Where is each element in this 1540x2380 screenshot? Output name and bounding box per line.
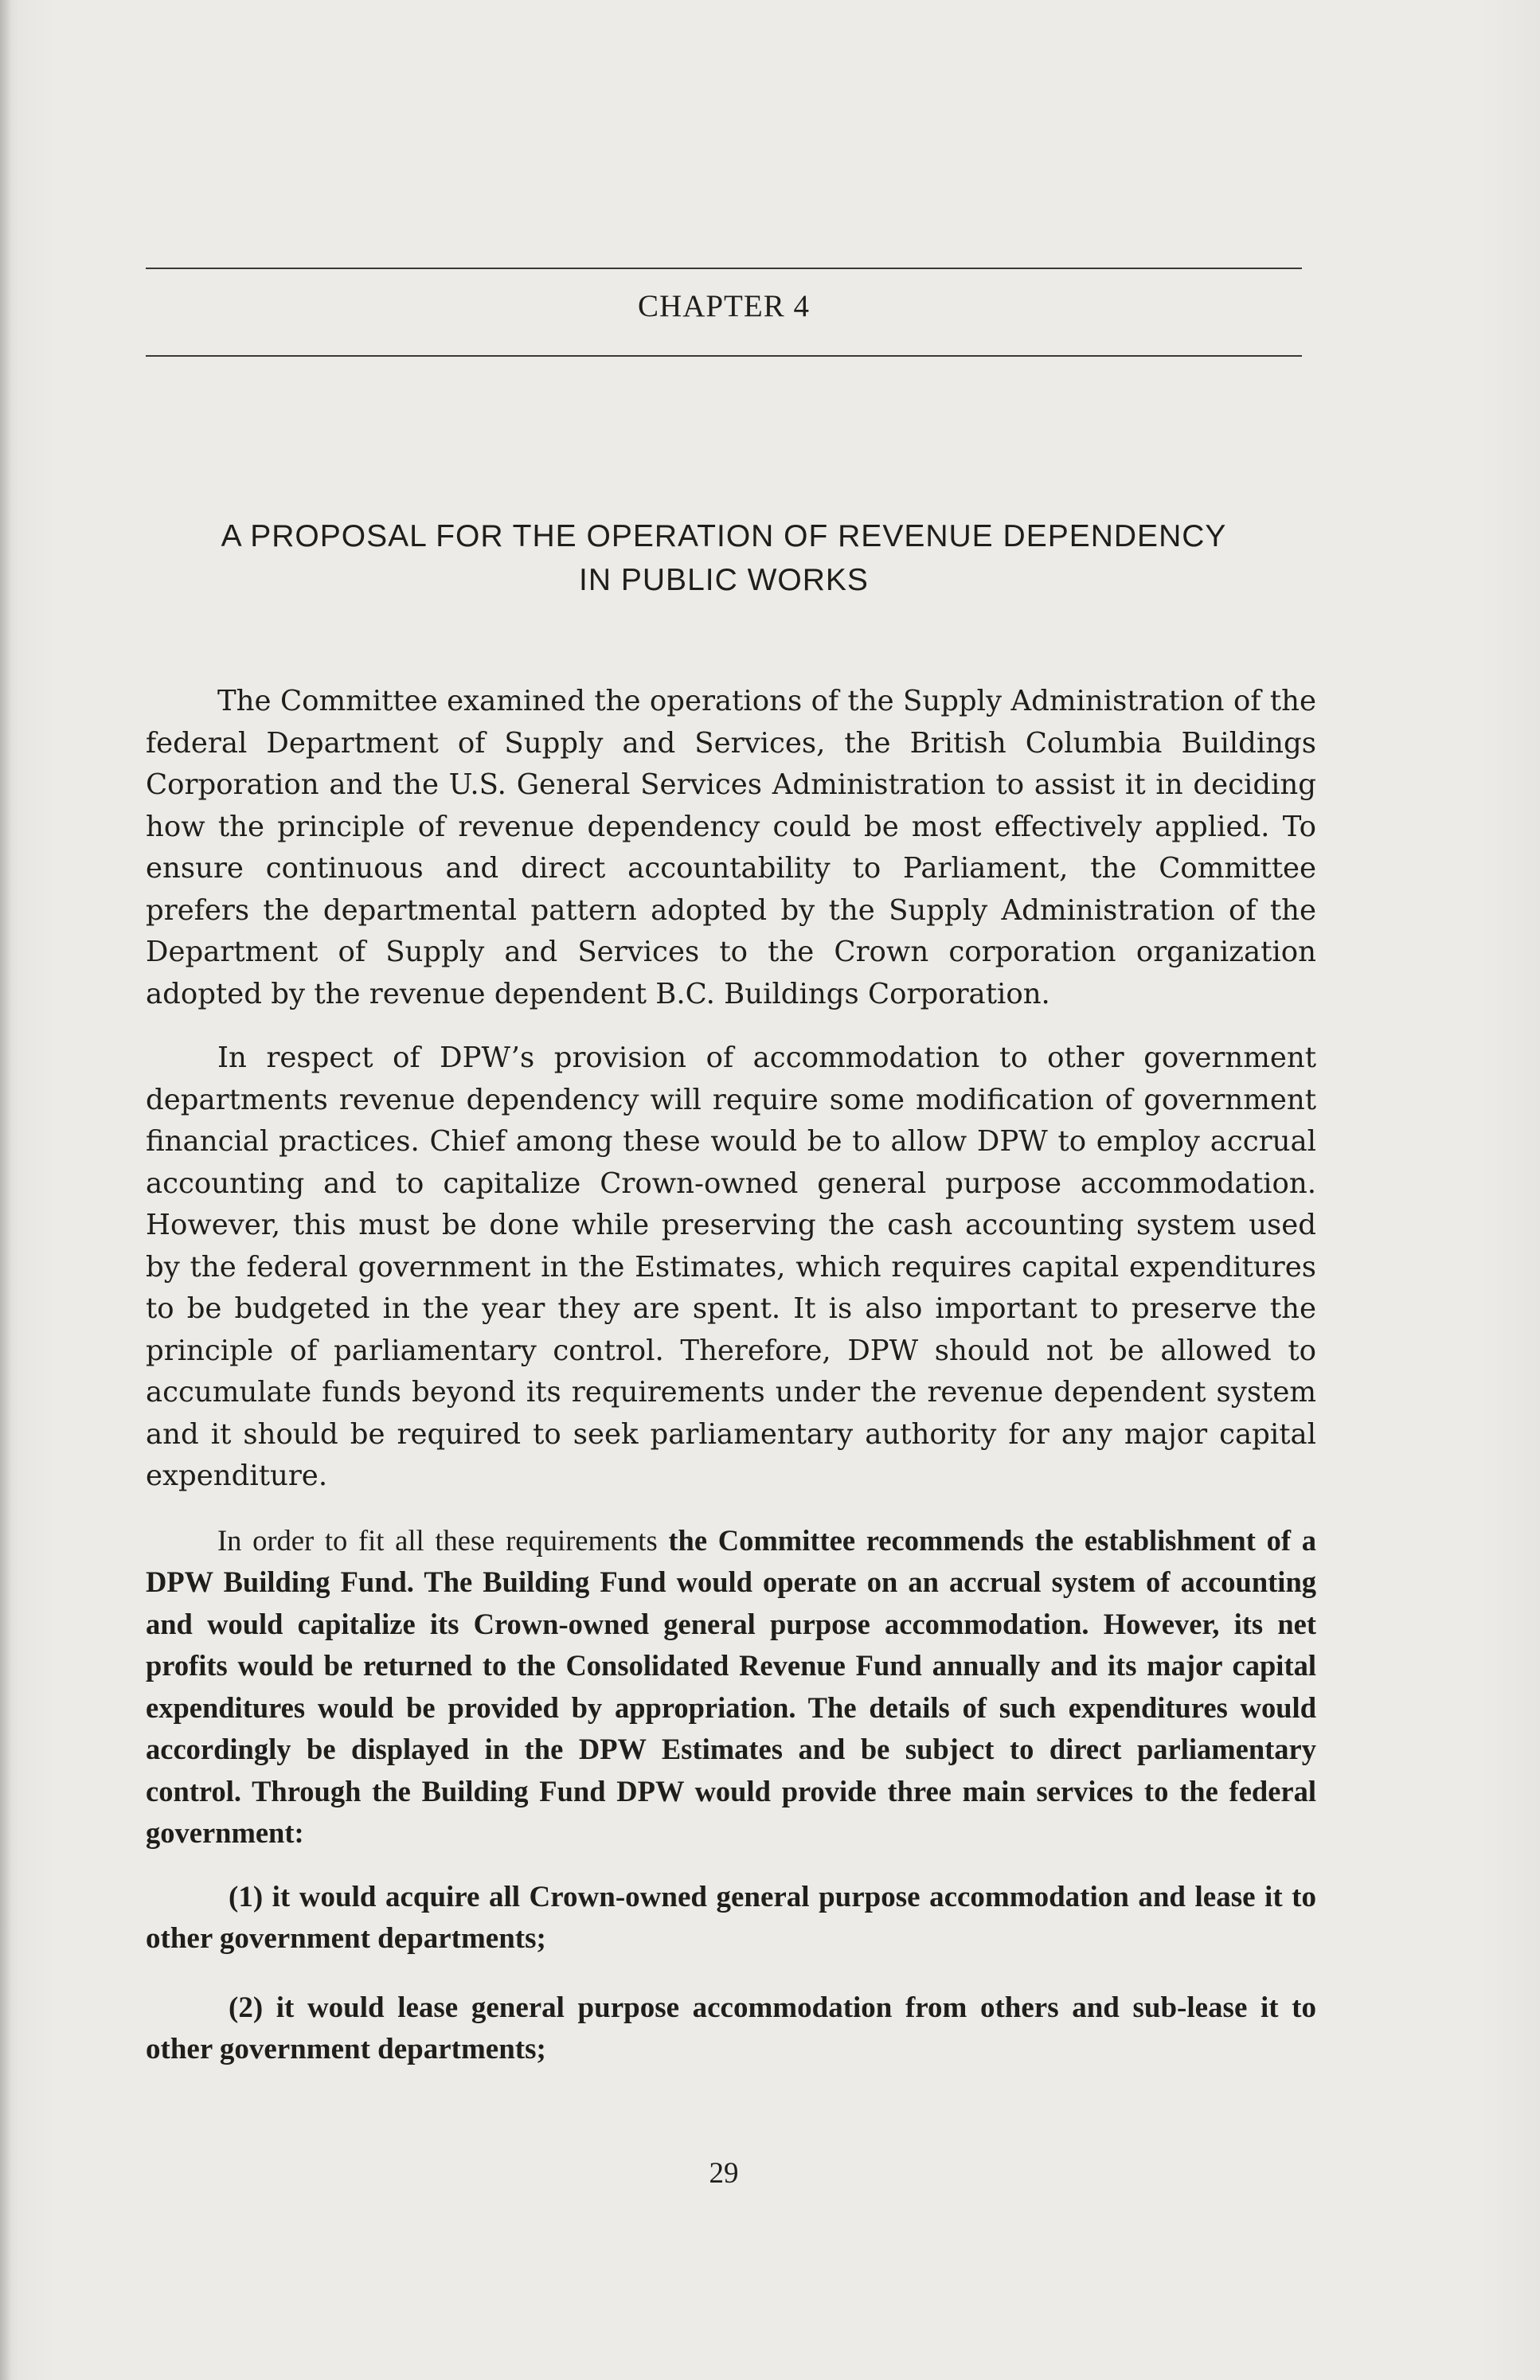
page-number: 29 [709,2157,739,2190]
top-rule [146,268,1302,269]
paragraph-1: The Committee examined the operations of the Supply Administration of the federal Department of Supply and Services, the British Columbia Buildings Corporation and the U.S. General Services Administration to assist it in deciding how the principle of revenue dependency could be most effectively applied. To ensure continuous and direct accountability to Parliament, the Committee prefers the departmental pattern adopted by the Supply Administration of the Department of Supply and Services to the Crown corporation organization adopted by the revenue dependent B.C. Buildings Corporation. [146,685,1316,1010]
body-text [146,681,1316,2098]
list-item-1: (1) it would acquire all Crown-owned general purpose accommodation and lease it to other government departments; [146,1880,1316,1955]
paragraph-3 [146,1520,1316,1854]
chapter-heading: CHAPTER 4 [638,289,810,323]
chapter-title-line-1: A PROPOSAL FOR THE OPERATION OF REVENUE DEPENDENCY [221,519,1227,553]
spine-shadow [0,0,11,2380]
chapter-title-line-2: IN PUBLIC WORKS [579,563,869,597]
show-through-text [518,151,1314,189]
list-item-2: (2) it would lease general purpose accommodation from others and sub-lease it to other government departments; [146,1991,1316,2065]
bottom-rule [146,355,1302,357]
paragraph-3-intro: In order to fit all these requirements [217,1523,669,1557]
paragraph-2: In respect of DPW’s provision of accommodation to other government departments revenue dependency will require some modification of government financial practices. Chief among these would be to allow DPW to employ accrual accounting and to capitalize Crown-owned general purpose accommodation. However, this must be done while preserving the cash accounting system used by the federal government in the Estimates, which requires capital expenditures to be budgeted in the year they are spent. It is also important to preserve the principle of parliamentary control. Therefore, DPW should not be allowed to accumulate funds beyond its requirements under the revenue dependent system and it should be required to seek parliamentary authority for any major capital expenditure. [146,1041,1316,1492]
paragraph-3-recommendation: the Committee recommends the establishment of a DPW Building Fund. The Building Fund would operate on an accrual system of accounting and would capitalize its Crown-owned general purpose accommodation. However, its net profits would be returned to the Consolidated Revenue Fund annually and its major capital expenditures would be provided by appropriation. The details of such expenditures would accordingly be displayed in the DPW Estimates and be subject to direct parliamentary control. Through the Building Fund DPW would provide three main services to the federal government: [146,1523,1316,1849]
chapter-title [146,514,1302,602]
